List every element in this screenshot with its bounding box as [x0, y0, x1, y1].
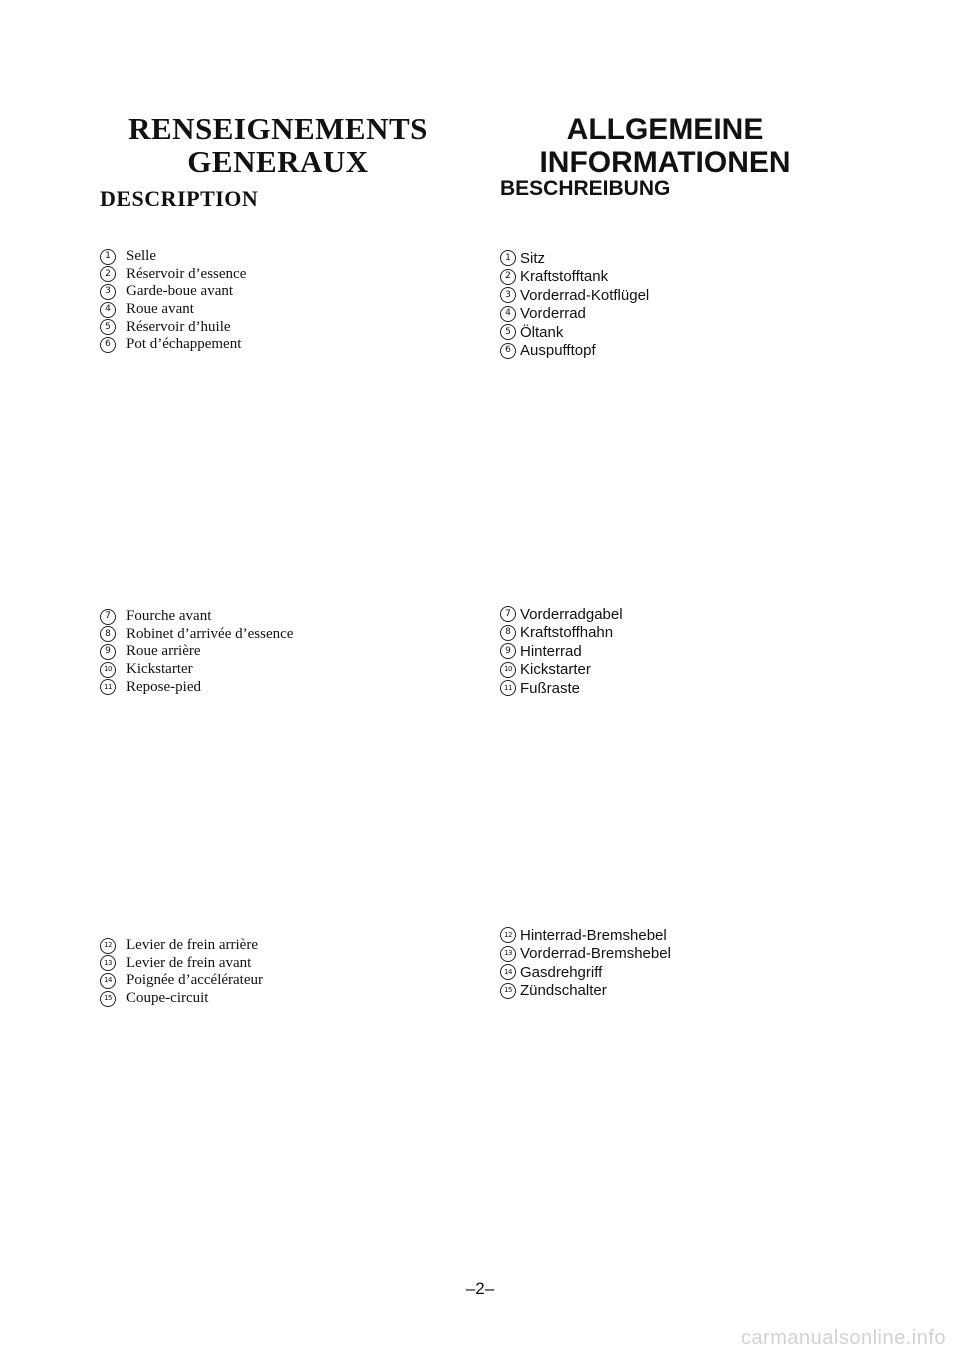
circled-number-14: 14 [500, 964, 516, 980]
part-label: Kraftstoffhahn [520, 624, 614, 642]
list-item [500, 661, 623, 680]
circled-number-6: 6 [500, 343, 516, 359]
german-title-line1: ALLGEMEINE [566, 113, 764, 146]
list-item [500, 624, 623, 643]
list-item [100, 937, 263, 955]
list-item [500, 249, 649, 268]
circled-number-13: 13 [100, 955, 116, 971]
list-item [100, 248, 246, 266]
part-label: Réservoir d’huile [126, 318, 231, 335]
list-item [100, 283, 246, 301]
circled-number-3: 3 [100, 284, 116, 300]
list-item [500, 323, 649, 342]
list-item [500, 679, 623, 698]
list-item [100, 301, 246, 319]
french-title [118, 112, 438, 178]
part-label: Vorderradgabel [520, 605, 623, 623]
german-parts-list-1 [500, 249, 649, 360]
part-label: Garde-boue avant [126, 283, 234, 300]
circled-number-13: 13 [500, 946, 516, 962]
circled-number-4: 4 [100, 302, 116, 318]
german-title [500, 113, 830, 179]
list-item [100, 972, 263, 990]
list-item [500, 286, 649, 305]
part-label: Fourche avant [126, 608, 212, 625]
circled-number-15: 15 [100, 991, 116, 1007]
part-label: Roue arrière [126, 643, 201, 660]
list-item [500, 963, 671, 982]
part-label: Kickstarter [126, 661, 193, 678]
circled-number-10: 10 [100, 662, 116, 678]
list-item [100, 266, 246, 284]
german-subtitle: BESCHREIBUNG [500, 177, 671, 200]
part-label: Levier de frein avant [126, 954, 252, 971]
list-item [500, 982, 671, 1001]
circled-number-6: 6 [100, 337, 116, 353]
list-item [500, 926, 671, 945]
watermark: carmanualsonline.info [740, 1327, 946, 1349]
list-item [100, 643, 293, 661]
circled-number-11: 11 [100, 679, 116, 695]
part-label: Poignée d’accélérateur [126, 972, 263, 989]
part-label: Vorderrad [520, 305, 586, 323]
circled-number-8: 8 [500, 625, 516, 641]
list-item [100, 626, 293, 644]
list-item [500, 605, 623, 624]
part-label: Hinterrad [520, 642, 582, 660]
list-item [100, 678, 293, 696]
list-item [500, 268, 649, 287]
list-item [500, 642, 623, 661]
part-label: Kraftstofftank [520, 268, 609, 286]
circled-number-11: 11 [500, 680, 516, 696]
list-item [100, 318, 246, 336]
circled-number-12: 12 [500, 927, 516, 943]
part-label: Coupe-circuit [126, 990, 209, 1007]
circled-number-4: 4 [500, 306, 516, 322]
list-item [100, 955, 263, 973]
part-label: Selle [126, 248, 156, 265]
list-item [500, 305, 649, 324]
part-label: Robinet d’arrivée d’essence [126, 625, 294, 642]
part-label: Sitz [520, 249, 546, 267]
part-label: Gasdrehgriff [520, 963, 603, 981]
circled-number-7: 7 [500, 606, 516, 622]
part-label: Auspufftopf [520, 342, 596, 360]
part-label: Pot d’échappement [126, 336, 242, 353]
circled-number-10: 10 [500, 662, 516, 678]
part-label: Kickstarter [520, 661, 591, 679]
french-parts-list-3 [100, 937, 263, 1007]
part-label: Levier de frein arrière [126, 937, 258, 954]
part-label: Hinterrad-Bremshebel [520, 926, 667, 944]
list-item [500, 945, 671, 964]
german-title-line2: INFORMATIONEN [539, 146, 791, 179]
circled-number-12: 12 [100, 938, 116, 954]
french-parts-list-2 [100, 608, 293, 696]
circled-number-5: 5 [100, 319, 116, 335]
french-subtitle: DESCRIPTION [100, 186, 259, 211]
circled-number-9: 9 [500, 643, 516, 659]
circled-number-8: 8 [100, 626, 116, 642]
french-title-line1: RENSEIGNEMENTS [128, 111, 428, 146]
french-title-line2: GENERAUX [187, 144, 369, 179]
part-label: Fußraste [520, 679, 581, 697]
circled-number-5: 5 [500, 324, 516, 340]
circled-number-2: 2 [100, 266, 116, 282]
page-number: –2– [465, 1279, 495, 1298]
part-label: Réservoir d’essence [126, 265, 247, 282]
list-item [100, 336, 246, 354]
circled-number-1: 1 [100, 249, 116, 265]
german-parts-list-2 [500, 605, 623, 698]
circled-number-3: 3 [500, 287, 516, 303]
french-parts-list-1 [100, 248, 246, 354]
circled-number-2: 2 [500, 269, 516, 285]
list-item [100, 661, 293, 679]
part-label: Zündschalter [520, 982, 607, 1000]
circled-number-14: 14 [100, 973, 116, 989]
circled-number-1: 1 [500, 250, 516, 266]
list-item [100, 990, 263, 1008]
german-parts-list-3 [500, 926, 671, 1000]
list-item [100, 608, 293, 626]
circled-number-15: 15 [500, 983, 516, 999]
part-label: Roue avant [126, 301, 194, 318]
circled-number-9: 9 [100, 644, 116, 660]
part-label: Vorderrad-Kotflügel [520, 286, 650, 304]
part-label: Vorderrad-Bremshebel [520, 945, 671, 963]
part-label: Repose-pied [126, 678, 201, 695]
list-item [500, 342, 649, 361]
circled-number-7: 7 [100, 609, 116, 625]
part-label: Öltank [520, 323, 564, 341]
